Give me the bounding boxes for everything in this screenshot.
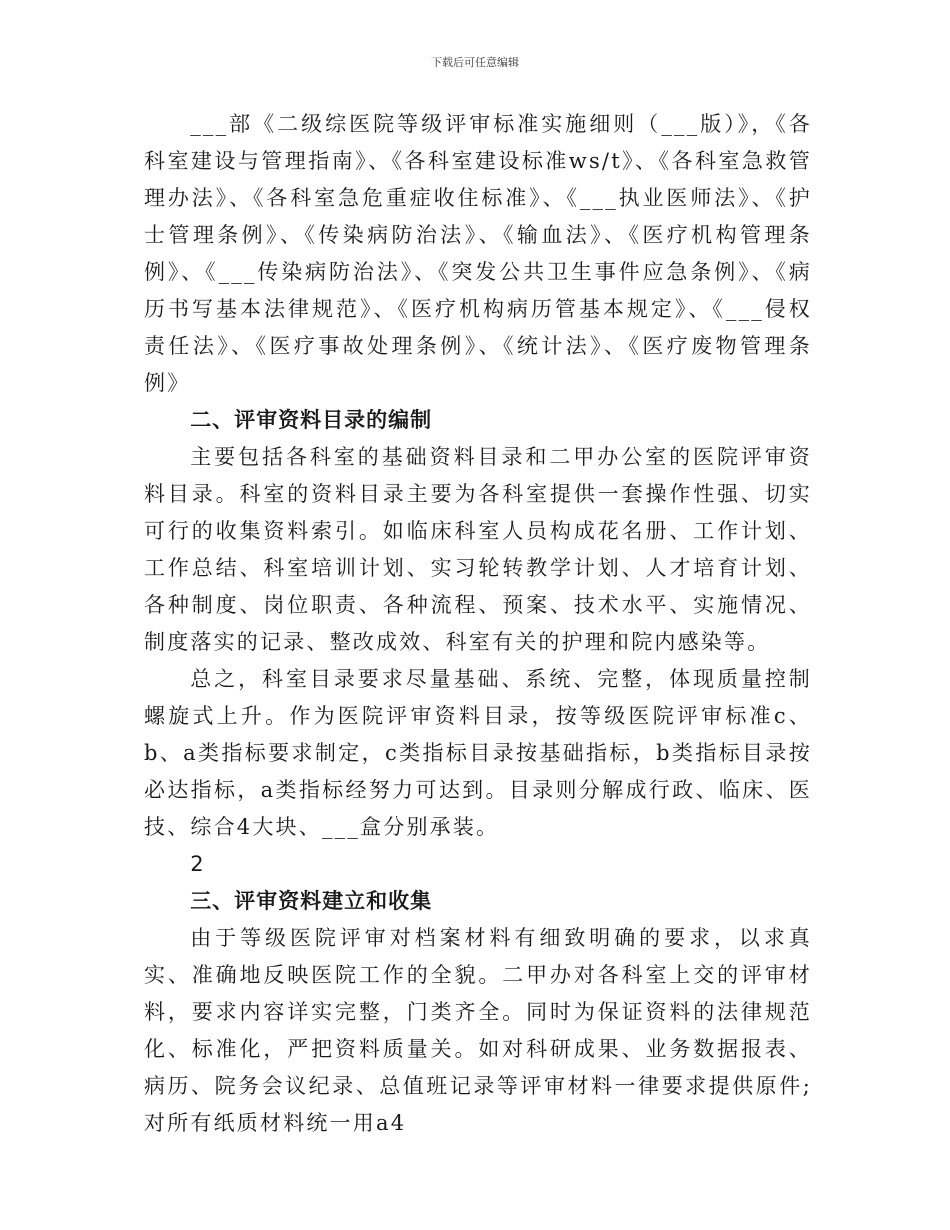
- page-header: 下载后可任意编辑: [431, 56, 519, 69]
- paragraph-catalog: 主要包括各科室的基础资料目录和二甲办公室的医院评审资料目录。科室的资料目录主要为各科室提供一套操作性强、切实可行的收集资料索引。如临床科室人员构成花名册、工作计划、工作总结、科室培训计划、实习轮转教学计划、人才培育计划、各种制度、岗位职责、各种流程、预案、技术水平、实施情况、制度落实的记录、整改成效、科室有关的护理和院内感染等。: [144, 445, 812, 654]
- section-heading-catalog: 二、评审资料目录的编制: [190, 408, 433, 432]
- paragraph-summary: 总之，科室目录要求尽量基础、系统、完整，体现质量控制螺旋式上升。作为医院评审资料目录，按等级医院评审标准c、b、a类指标要求制定，c类指标目录按基础指标，b类指标目录按必达指标，a类指标经努力可达到。目录则分解成行政、临床、医技、综合4大块、___盒分别承装。: [144, 667, 812, 839]
- section-heading-collection: 三、评审资料建立和收集: [190, 889, 433, 913]
- paragraph-regulations: ___部《二级综医院等级评审标准实施细则（___版）》，《各科室建设与管理指南》、《各科室建设标准ws/t》、《各科室急救管理办法》、《各科室急危重症收住标准》、《___执业医师法》、《护士管理条例》、《传染病防治法》、《输血法》、《医疗机构管理条例》、《___传染病防治法》、《突发公共卫生事件应急条例》、《病历书写基本法律规范》、《医疗机构病历管基本规定》、《___侵权责任法》、《医疗事故处理条例》、《统计法》、《医疗废物管理条例》: [144, 112, 812, 395]
- document-body: [144, 106, 812, 1142]
- paragraph-collection: 由于等级医院评审对档案材料有细致明确的要求，以求真实、准确地反映医院工作的全貌。二甲办对各科室上交的评审材料，要求内容详实完整，门类齐全。同时为保证资料的法律规范化、标准化，严把资料质量关。如对科研成果、业务数据报表、病历、院务会议纪录、总值班记录等评审材料一律要求提供原件;对所有纸质材料统一用a4: [144, 926, 812, 1135]
- page-number: 2: [190, 852, 204, 876]
